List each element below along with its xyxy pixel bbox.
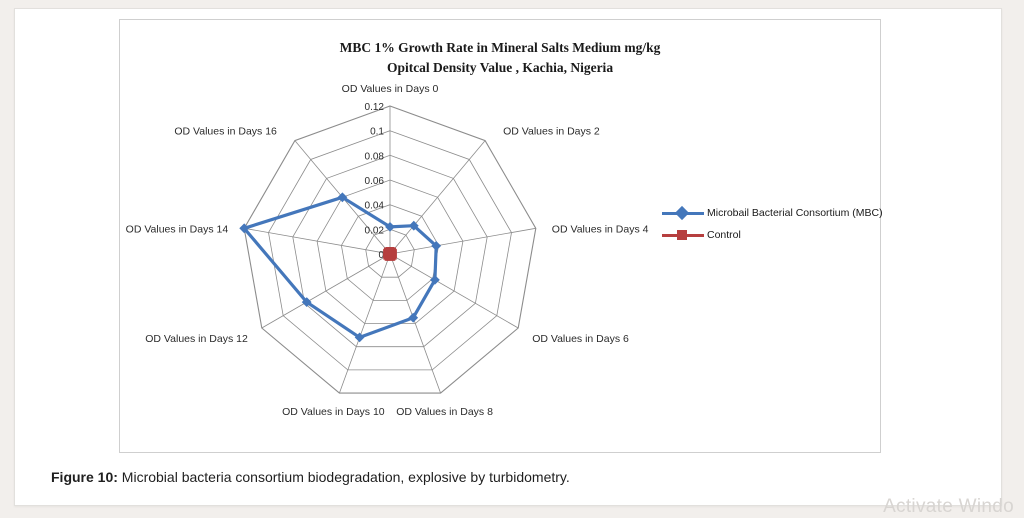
radial-tick-label: 0 (378, 250, 384, 261)
radar-category-label: OD Values in Days 0 (341, 83, 439, 95)
legend-item-mbc (662, 202, 883, 224)
legend-marker-mbc (662, 207, 704, 219)
figure-caption (51, 469, 570, 485)
legend-label-control: Control (707, 229, 741, 241)
square-icon (677, 230, 687, 240)
radar-series-line (244, 197, 436, 337)
radar-axis-line (390, 141, 485, 254)
radar-axis-line (262, 254, 390, 328)
radar-category-label: OD Values in Days 8 (396, 406, 493, 419)
chart-title-line1: MBC 1% Growth Rate in Mineral Salts Medium mg/kg (339, 40, 661, 55)
radar-category-label: OD Values in Days 12 (145, 333, 248, 345)
figure-card (14, 8, 1002, 506)
radial-tick-label: 0.1 (370, 126, 384, 138)
radial-tick-label: 0.06 (364, 176, 384, 187)
radar-plot (120, 82, 882, 448)
radar-category-label: OD Values in Days 4 (551, 223, 649, 236)
activation-watermark: Activate Windo (883, 496, 1014, 517)
figure-caption-text: Microbial bacteria consortium biodegradation, explosive by turbidometry. (117, 469, 570, 485)
radial-tick-label: 0.02 (364, 225, 384, 237)
diamond-icon (675, 206, 689, 220)
radar-category-label: OD Values in Days 16 (174, 125, 277, 138)
square-icon (384, 248, 392, 256)
legend-label-mbc: Microbail Bacterial Consortium (MBC) (707, 207, 883, 219)
radar-category-label: OD Values in Days 14 (125, 223, 229, 236)
radar-category-label: OD Values in Days 10 (282, 406, 385, 419)
radar-svg (120, 82, 882, 448)
chart-container (119, 19, 881, 453)
legend-marker-control (662, 229, 704, 241)
radar-category-label: OD Values in Days 2 (503, 125, 600, 138)
radar-axis-line (390, 228, 536, 254)
radial-tick-label: 0.04 (364, 200, 384, 212)
legend-item-control (662, 224, 872, 246)
figure-caption-label: Figure 10: (51, 469, 118, 485)
radial-tick-label: 0.12 (364, 102, 384, 113)
chart-title (120, 38, 880, 77)
chart-legend (662, 202, 883, 246)
radial-tick-label: 0.08 (364, 151, 384, 163)
radar-category-label: OD Values in Days 6 (532, 333, 629, 345)
chart-title-line2: Opitcal Density Value , Kachia, Nigeria (386, 59, 614, 75)
